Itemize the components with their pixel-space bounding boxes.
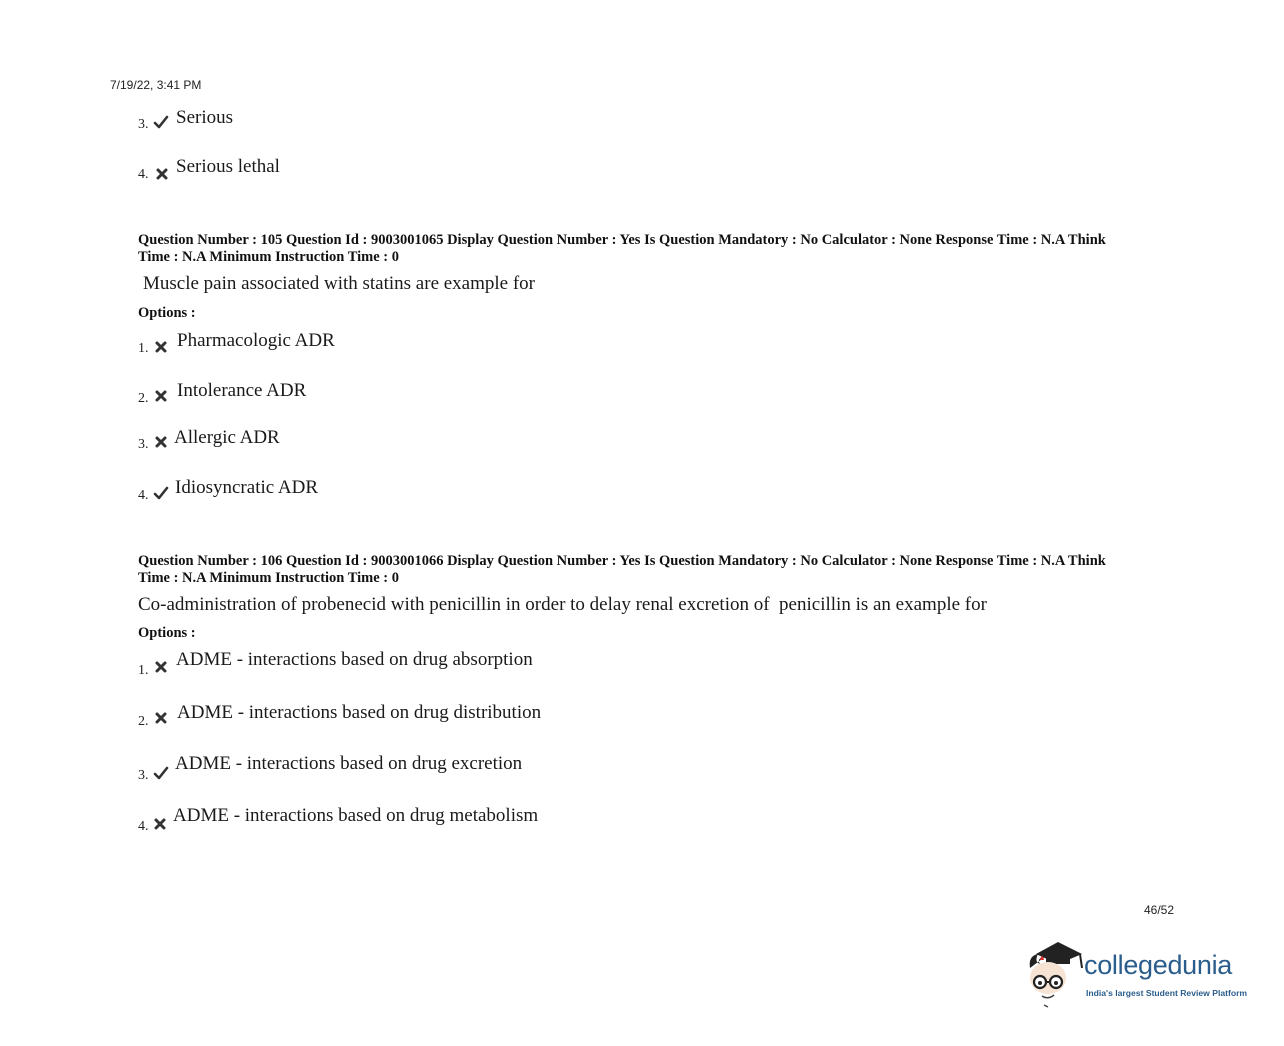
cross-icon bbox=[153, 659, 169, 675]
option-number: 1. bbox=[138, 663, 149, 678]
option-number: 4. bbox=[138, 488, 149, 503]
option-number: 4. bbox=[138, 819, 149, 834]
page-number: 46/52 bbox=[1144, 903, 1175, 917]
cross-icon bbox=[153, 434, 169, 450]
options-label: Options : bbox=[138, 305, 196, 321]
cross-icon bbox=[153, 339, 169, 355]
mascot-logo-icon bbox=[1024, 938, 1086, 1010]
print-timestamp: 7/19/22, 3:41 PM bbox=[110, 78, 202, 92]
option-number: 1. bbox=[138, 341, 149, 356]
cross-icon bbox=[154, 166, 170, 182]
question-meta-line: Question Number : 105 Question Id : 9003001065 Display Question Number : Yes Is Question Mandatory : No Calculator : None Response Time : N.A Think bbox=[138, 232, 1106, 248]
checkmark-icon bbox=[153, 114, 169, 130]
cross-icon bbox=[152, 816, 168, 832]
option-number: 3. bbox=[138, 437, 149, 452]
question-meta bbox=[138, 232, 1168, 266]
options-label: Options : bbox=[138, 625, 196, 641]
option-text: ADME - interactions based on drug distribution bbox=[177, 702, 542, 723]
option-text: Serious bbox=[176, 107, 233, 128]
option-text: ADME - interactions based on drug absorption bbox=[176, 649, 533, 670]
question-text: Co-administration of probenecid with penicillin in order to delay renal excretion of penicillin is an example for bbox=[138, 594, 987, 615]
question-text: Muscle pain associated with statins are example for bbox=[143, 273, 536, 294]
option-number: 3. bbox=[138, 768, 149, 783]
option-number: 2. bbox=[138, 391, 149, 406]
cross-icon bbox=[153, 388, 169, 404]
question-meta-line: Time : N.A Minimum Instruction Time : 0 bbox=[138, 249, 400, 265]
option-text: Serious lethal bbox=[176, 156, 280, 177]
option-number: 3. bbox=[138, 117, 149, 132]
question-meta-line: Time : N.A Minimum Instruction Time : 0 bbox=[138, 570, 400, 586]
checkmark-icon bbox=[153, 765, 169, 781]
option-text: Allergic ADR bbox=[174, 427, 280, 448]
option-text: Pharmacologic ADR bbox=[177, 330, 335, 351]
option-text: ADME - interactions based on drug metabolism bbox=[173, 805, 539, 826]
logo-wordmark: collegedunia bbox=[1084, 950, 1233, 980]
option-number: 4. bbox=[138, 167, 149, 182]
checkmark-icon bbox=[153, 485, 169, 501]
cross-icon bbox=[153, 710, 169, 726]
option-number: 2. bbox=[138, 714, 149, 729]
logo-tagline: India's largest Student Review Platform bbox=[1086, 988, 1248, 998]
question-meta bbox=[138, 553, 1168, 587]
option-text: ADME - interactions based on drug excretion bbox=[175, 753, 523, 774]
option-text: Intolerance ADR bbox=[177, 380, 307, 401]
question-meta-line: Question Number : 106 Question Id : 9003001066 Display Question Number : Yes Is Question Mandatory : No Calculator : None Response Time : N.A Think bbox=[138, 553, 1106, 569]
option-text: Idiosyncratic ADR bbox=[175, 477, 319, 498]
